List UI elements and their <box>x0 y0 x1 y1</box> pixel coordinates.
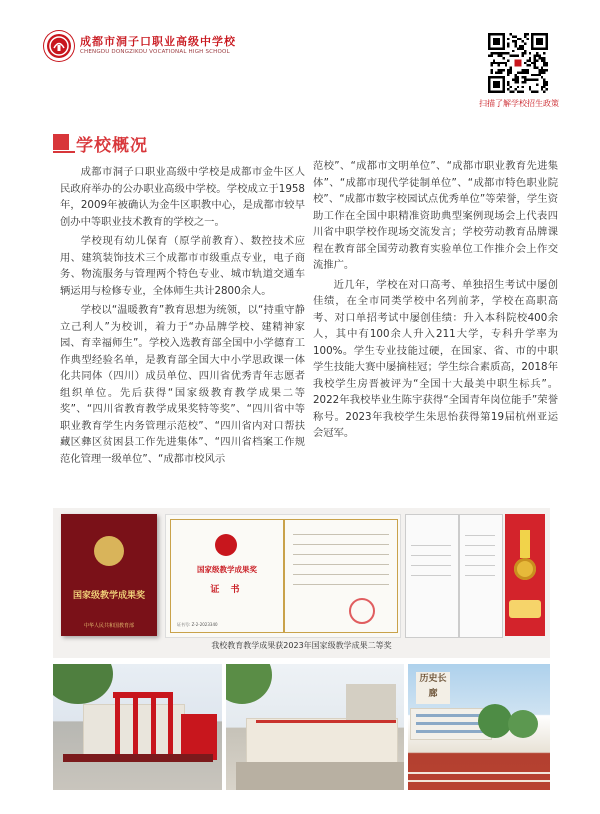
paragraph: 近几年，学校在对口高考、单独招生考试中屡创佳绩，在全市同类学校中名列前茅，学校在高职高考、对口单招考试中屡创佳绩：升入本科院校400余人，其中有100余人升入211大学，专科升学率为100%。学生专业技能过硬，在国家、省、市的中职学生技能大赛中屡摘桂冠；学生综合素质高，2018年我校学生房晋被评为“全国十大最美中职生标兵”。2022年我校毕业生陈宇获得“全国青年岗位能手”荣誉称号。2023年我校学生朱思怡获得第19届杭州亚运会冠军。 <box>313 278 558 439</box>
track-line <box>408 772 550 774</box>
windows <box>416 722 486 725</box>
certificate-photo-small <box>405 514 459 638</box>
section-marker-icon <box>53 134 69 150</box>
red-pillar <box>133 698 138 758</box>
national-emblem-icon <box>215 534 237 556</box>
qr-caption: 扫描了解学校招生政策 <box>479 99 559 108</box>
school-name-cn: 成都市洞子口职业高级中学校 <box>80 35 236 48</box>
school-name-en: CHENGDU DONGZIKOU VOCATIONAL HIGH SCHOOL <box>80 49 230 55</box>
seal-icon <box>349 598 375 624</box>
text-line <box>465 575 495 576</box>
paragraph-continuation: 范校”、“成都市文明单位”、“成都市职业教育先进集体”、“成都市现代学徒制单位”、“成都市特色职业院校”、“成都市数字校园试点优秀单位”等荣誉，学生资助工作在全国中职精准资助典型案例现场会上代表四川省中职学校作现场交流发言；学校劳动教育品牌课程在教育部全国劳动教育实验单位工作推介会上作交流推广。 <box>313 160 558 271</box>
article-right-column <box>313 158 558 445</box>
text-line <box>293 584 389 585</box>
red-pillar <box>168 698 173 758</box>
qr-code-icon[interactable] <box>488 33 548 93</box>
paragraph: 学校现有幼儿保育（原学前教育）、数控技术应用、建筑装饰技术三个成都市市级重点专业，电子商务、物流服务与管理两个特色专业、城市轨道交通车辆运用与检修专业，全体师生共计2800余人。 <box>60 235 305 297</box>
paragraph: 学校以“温暖教育”教育思想为统领，以“持重守静 立己利人”为校训，着力于“办品牌学校、建精神家园、育幸福师生”。学校入选教育部全国中小学德育工作典型经验名单，是教育部全国大中小学思政课一体化共同体（四川）成员单位、四川省优秀青年志愿者组织单位。先后获得“国家级教育教学成果二等奖”、“四川省教育教学成果奖特等奖”、“四川省中等职业教育学生内务管理示范校”、“四川省内对口帮扶藏区彝区贫困县工作先进集体”、“四川省档案工作规范化管理一级单位”、“成都市校风示 <box>60 304 305 465</box>
text-line <box>293 564 389 565</box>
paragraph: 成都市洞子口职业高级中学校是成都市金牛区人民政府举办的公办职业高级中学校。学校成立于1958年，2009年被确认为金牛区职教中心，是成都市较早创办中等职业技术教育的学校之一。 <box>60 166 305 228</box>
red-ribbon <box>256 720 396 723</box>
text-line <box>411 555 451 556</box>
tree <box>226 664 272 704</box>
text-line <box>411 545 451 546</box>
red-pillar <box>151 698 156 758</box>
tree <box>478 704 512 738</box>
certificate-subtitle: 证 书 <box>210 585 244 595</box>
windows <box>416 730 486 733</box>
award-book-photo <box>61 514 157 636</box>
text-line <box>465 545 495 546</box>
article-left-column <box>60 164 305 470</box>
tree <box>508 710 538 738</box>
award-book-title: 国家级教学成果奖 <box>72 591 145 601</box>
text-line <box>465 535 495 536</box>
text-line <box>293 554 389 555</box>
text-line <box>465 565 495 566</box>
certificate-number: 证书号: Z-2-2023340 <box>177 622 218 627</box>
history-banner: 历史长廊 <box>416 672 450 704</box>
campus-photo-history-wall <box>226 664 404 790</box>
award-book-issuer: 中华人民共和国教育部 <box>83 623 134 629</box>
track-line <box>408 780 550 782</box>
certificate-content <box>284 519 398 633</box>
text-line <box>293 574 389 575</box>
relief <box>346 684 396 720</box>
medal-icon <box>514 558 536 580</box>
tree <box>53 664 113 704</box>
text-line <box>293 544 389 545</box>
school-emblem-icon <box>44 31 74 61</box>
text-line <box>293 534 389 535</box>
red-pillar <box>115 698 120 758</box>
ribbon-icon <box>520 530 530 558</box>
campus-photo-track <box>408 664 550 790</box>
certificate-photo <box>165 514 401 638</box>
section-title: 学校概况 <box>76 136 148 156</box>
text-line <box>411 575 451 576</box>
ground <box>236 762 404 790</box>
wall <box>246 718 398 764</box>
red-base <box>63 754 213 762</box>
award-photo-strip <box>53 508 550 658</box>
campus-photo-red-wall <box>53 664 222 790</box>
windows <box>416 714 486 717</box>
certificate-photo-small <box>459 514 503 638</box>
certificate-cover <box>170 519 284 633</box>
text-line <box>465 555 495 556</box>
award-caption: 我校教育教学成果获2023年国家级教学成果二等奖 <box>211 641 392 650</box>
certificate-title: 国家级教学成果奖 <box>197 565 257 574</box>
medal-cushion <box>509 600 541 618</box>
national-emblem-icon <box>94 536 124 566</box>
medal-photo <box>505 514 545 636</box>
red-beam <box>113 692 173 698</box>
text-line <box>411 565 451 566</box>
